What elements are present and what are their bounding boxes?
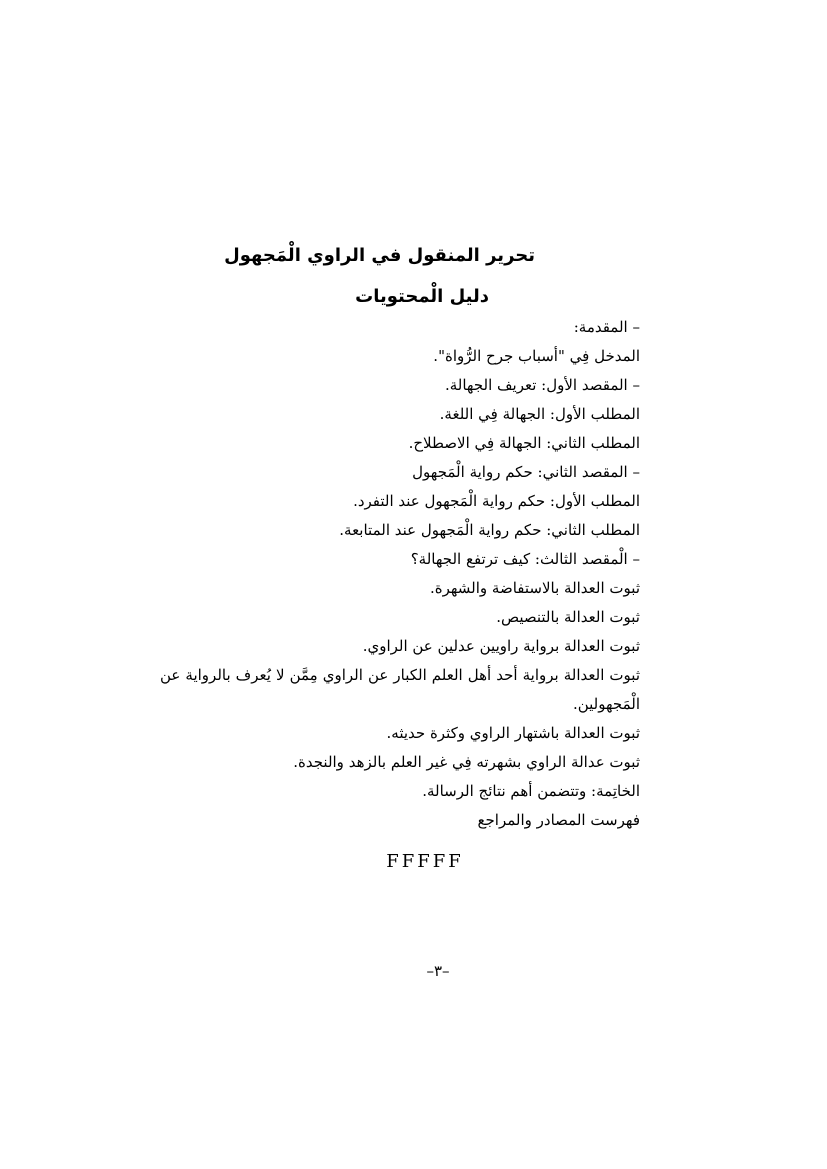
toc-entry: المدخل فِي "أسباب جرح الرُّواة".: [433, 347, 640, 365]
toc-entry: ثبوت العدالة باشتهار الراوي وكثرة حديثه.: [386, 724, 640, 742]
toc-entry: المطلب الأول: حكم رواية الْمَجهول عند التفرد.: [353, 492, 640, 510]
toc-entry: المطلب الثاني: حكم رواية الْمَجهول عند المتابعة.: [339, 521, 640, 539]
toc-entry: ثبوت العدالة بالتنصيص.: [496, 608, 640, 626]
toc-entry: – المقصد الثاني: حكم رواية الْمَجهول: [412, 463, 640, 481]
contents-heading: دليل الْمحتويات: [355, 286, 489, 307]
toc-entry: ثبوت عدالة الراوي بشهرته فِي غير العلم بالزهد والنجدة.: [293, 753, 640, 771]
ornament-marker: FFFFF: [386, 851, 464, 872]
toc-entry: المطلب الأول: الجهالة فِي اللغة.: [439, 405, 640, 423]
toc-entry: – المقدمة:: [573, 318, 640, 336]
book-title: تحرير المنقول في الراوي الْمَجهول: [224, 245, 535, 266]
toc-entry: المطلب الثاني: الجهالة فِي الاصطلاح.: [408, 434, 640, 452]
toc-entry: ثبوت العدالة برواية أحد أهل العلم الكبار عن الراوي مِمَّن لا يُعرف بالرواية عن الْمَجهولين.: [160, 666, 640, 713]
toc-entry: ثبوت العدالة بالاستفاضة والشهرة.: [429, 579, 640, 597]
toc-entry: فهرست المصادر والمراجع: [477, 811, 640, 829]
page-number: –٣–: [426, 962, 450, 980]
toc-entry: الخاتِمة: وتتضمن أهم نتائج الرسالة.: [422, 782, 640, 800]
toc-entry: ثبوت العدالة برواية راويين عدلين عن الراوي.: [362, 637, 640, 655]
table-of-contents: [160, 313, 640, 835]
toc-entry: – المقصد الأول: تعريف الجهالة.: [444, 376, 640, 394]
toc-entry: – الْمقصد الثالث: كيف ترتفع الجهالة؟: [410, 550, 640, 568]
